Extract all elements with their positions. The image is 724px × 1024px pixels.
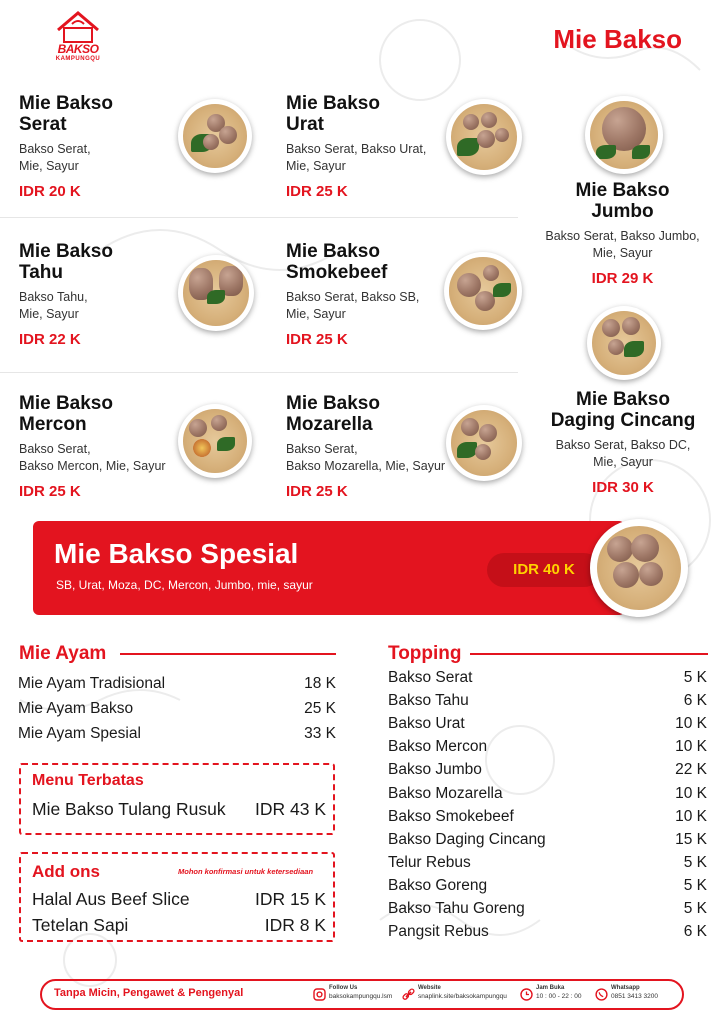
brand-logo xyxy=(44,10,112,72)
topping-row[interactable] xyxy=(388,900,707,918)
item-name: Bakso Daging Cincang xyxy=(388,830,546,848)
item-price: 10 K xyxy=(675,738,707,756)
topping-row[interactable] xyxy=(388,923,707,941)
item-name: Mie Bakso Daging Cincang xyxy=(550,389,696,431)
item-price: IDR 22 K xyxy=(19,331,81,348)
item-name: Mie Ayam Spesial xyxy=(18,725,141,742)
item-desc: Bakso Serat, Bakso Mercon, Mie, Sayur xyxy=(19,442,166,473)
special-title: Mie Bakso Spesial xyxy=(54,538,299,569)
topping-row[interactable] xyxy=(388,831,707,849)
bowl-image xyxy=(446,405,522,481)
topping-row[interactable] xyxy=(388,854,707,872)
bowl-image xyxy=(585,96,663,174)
item-name: Mie Ayam Tradisional xyxy=(18,675,166,692)
item-name: Mie Bakso Tahu xyxy=(19,241,113,283)
item-price: 5 K xyxy=(683,876,707,894)
bowl-image xyxy=(178,404,252,478)
list-item[interactable] xyxy=(32,889,326,910)
special-desc: SB, Urat, Moza, DC, Mercon, Jumbo, mie, sayur xyxy=(56,578,313,592)
house-icon xyxy=(54,10,102,44)
menu-item[interactable] xyxy=(535,180,710,287)
list-item[interactable] xyxy=(18,675,336,693)
item-price: 33 K xyxy=(304,725,336,742)
item-price: 18 K xyxy=(304,675,336,692)
brand-tagline: KAMPUNGQU xyxy=(55,56,101,62)
item-name: Bakso Tahu Goreng xyxy=(388,900,525,917)
item-name: Telur Rebus xyxy=(388,853,471,871)
section-title: Mie Bakso xyxy=(553,24,682,54)
topping-row[interactable] xyxy=(388,785,707,803)
hours-value: 10 : 00 - 22 : 00 xyxy=(536,993,582,1000)
row-divider xyxy=(0,217,518,218)
website-label: Website xyxy=(418,985,441,991)
bowl-image xyxy=(446,99,522,175)
topping-row[interactable] xyxy=(388,692,707,710)
item-name: Bakso Serat xyxy=(388,669,473,686)
menu-item[interactable] xyxy=(538,389,708,496)
bowl-image xyxy=(590,519,688,617)
mie-ayam-title: Mie Ayam xyxy=(19,643,107,664)
topping-row[interactable] xyxy=(388,715,707,733)
item-desc: Bakso Serat, Bakso SB, Mie, Sayur xyxy=(286,290,420,321)
title-underline xyxy=(470,653,708,655)
item-price: IDR 15 K xyxy=(255,889,326,909)
item-price: 10 K xyxy=(675,807,707,825)
item-price: IDR 30 K xyxy=(592,479,654,496)
item-price: 5 K xyxy=(683,669,707,686)
bowl-image xyxy=(178,255,254,331)
limited-title: Menu Terbatas xyxy=(32,772,144,789)
item-price: 5 K xyxy=(683,900,707,917)
item-price: 10 K xyxy=(675,715,707,733)
item-name: Bakso Smokebeef xyxy=(388,807,514,825)
follow-label: Follow Us xyxy=(329,985,358,991)
instagram-icon xyxy=(313,988,326,1001)
item-name: Bakso Urat xyxy=(388,715,465,733)
item-price: IDR 25 K xyxy=(286,483,348,500)
website-value[interactable]: snaplink.site/baksokampungqu xyxy=(418,993,507,1000)
item-price: IDR 20 K xyxy=(19,183,81,200)
whatsapp-icon xyxy=(595,988,608,1001)
footer-tagline: Tanpa Micin, Pengawet & Pengenyal xyxy=(54,987,244,999)
list-item[interactable] xyxy=(32,915,326,936)
item-desc: Bakso Serat, Bakso Jumbo, Mie, Sayur xyxy=(545,229,700,260)
item-desc: Bakso Serat, Mie, Sayur xyxy=(19,142,91,173)
list-item[interactable] xyxy=(32,799,326,820)
item-price: 5 K xyxy=(683,853,707,871)
item-name: Bakso Tahu xyxy=(388,692,469,710)
special-price: IDR 40 K xyxy=(487,553,601,587)
whatsapp-label: Whatsapp xyxy=(611,985,640,991)
item-name: Bakso Jumbo xyxy=(388,761,482,779)
item-price: IDR 43 K xyxy=(255,799,326,819)
item-price: 6 K xyxy=(683,923,707,941)
menu-item[interactable] xyxy=(286,241,461,348)
item-name: Mie Bakso Mozarella xyxy=(286,393,380,435)
addons-title: Add ons xyxy=(32,862,100,881)
menu-item[interactable] xyxy=(19,393,189,500)
item-price: 15 K xyxy=(675,830,707,848)
title-underline xyxy=(120,653,336,655)
item-name: Mie Bakso Mercon xyxy=(19,393,113,435)
clock-icon xyxy=(520,988,533,1001)
item-name: Bakso Mercon xyxy=(388,738,488,756)
bowl-image xyxy=(178,99,252,173)
topping-row[interactable] xyxy=(388,761,707,779)
item-price: 6 K xyxy=(683,692,707,710)
item-price: 22 K xyxy=(675,761,707,779)
topping-row[interactable] xyxy=(388,877,707,895)
topping-row[interactable] xyxy=(388,738,707,756)
item-price: IDR 29 K xyxy=(591,270,654,287)
menu-item[interactable] xyxy=(19,241,194,348)
item-price: IDR 25 K xyxy=(19,483,81,500)
hours-label: Jam Buka xyxy=(536,985,565,991)
item-desc: Bakso Tahu, Mie, Sayur xyxy=(19,290,88,321)
item-price: 25 K xyxy=(304,700,336,717)
topping-row[interactable] xyxy=(388,669,707,687)
topping-title: Topping xyxy=(388,643,462,664)
item-desc: Bakso Serat, Bakso DC, Mie, Sayur xyxy=(555,438,691,469)
item-name: Mie Bakso Urat xyxy=(286,93,380,135)
item-price: IDR 8 K xyxy=(264,915,326,935)
brand-name: BAKSO xyxy=(57,42,99,56)
whatsapp-value[interactable]: 0851 3413 3200 xyxy=(611,993,658,1000)
item-name: Mie Bakso Smokebeef xyxy=(286,241,388,283)
item-desc: Bakso Serat, Bakso Urat, Mie, Sayur xyxy=(286,142,427,173)
bowl-image xyxy=(444,252,522,330)
item-name: Bakso Goreng xyxy=(388,876,488,894)
item-name: Mie Bakso Jumbo xyxy=(575,180,670,222)
list-item[interactable] xyxy=(18,700,336,718)
item-name: Tetelan Sapi xyxy=(32,915,129,935)
item-name: Mie Ayam Bakso xyxy=(18,700,134,717)
bowl-image xyxy=(587,306,661,380)
topping-row[interactable] xyxy=(388,808,707,826)
item-name: Bakso Mozarella xyxy=(388,784,503,802)
item-name: Halal Aus Beef Slice xyxy=(32,889,190,909)
item-price: IDR 25 K xyxy=(286,331,348,348)
addons-note: Mohon konfirmasi untuk ketersediaan xyxy=(178,867,314,876)
menu-item[interactable] xyxy=(286,93,461,200)
link-icon xyxy=(402,988,415,1001)
item-price: 10 K xyxy=(675,784,707,802)
item-desc: Bakso Serat, Bakso Mozarella, Mie, Sayur xyxy=(286,442,446,473)
menu-item[interactable] xyxy=(286,393,456,500)
follow-value[interactable]: baksokampungqu.lsm xyxy=(329,993,393,1000)
item-price: IDR 25 K xyxy=(286,183,348,200)
item-name: Mie Bakso Tulang Rusuk xyxy=(32,799,226,819)
list-item[interactable] xyxy=(18,725,336,743)
item-name: Pangsit Rebus xyxy=(388,923,489,941)
item-name: Mie Bakso Serat xyxy=(19,93,113,135)
menu-item[interactable] xyxy=(19,93,194,200)
row-divider xyxy=(0,372,518,373)
